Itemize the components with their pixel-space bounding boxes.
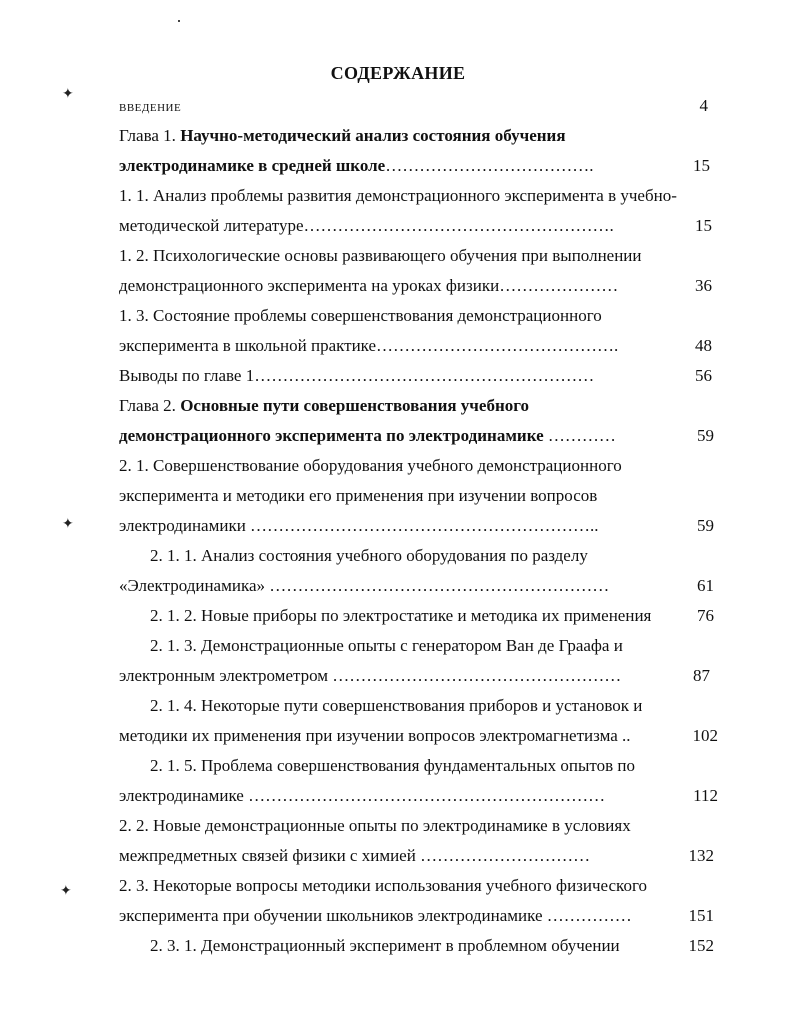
toc-entry-dots: ………… xyxy=(543,426,616,445)
toc-page-number: 36 xyxy=(695,276,712,295)
toc-page-number: 59 xyxy=(697,426,714,445)
toc-page-number: 48 xyxy=(695,336,712,355)
toc-entry-chapter-1-cont xyxy=(119,156,593,176)
toc-entry-text: эксперимента и методики его применения при изучении вопросов xyxy=(119,486,598,505)
toc-entry-chapter-2 xyxy=(119,396,529,416)
toc-entry-bold: демонстрационного эксперимента по электродинамике xyxy=(119,426,544,445)
toc-entry-text: Выводы по главе 1…………………………………………………… xyxy=(119,366,595,385)
toc-entry-chapter-1 xyxy=(119,126,566,146)
toc-page-number: 15 xyxy=(695,216,712,235)
toc-entry-text: 1. 3. Состояние проблемы совершенствования демонстрационного xyxy=(119,306,602,325)
toc-entry-text: 1. 1. Анализ проблемы развития демонстрационного эксперимента в учебно- xyxy=(119,186,677,205)
toc-entry-bold: Научно-методический анализ состояния обучения xyxy=(180,126,566,145)
toc-entry-text: 2. 2. Новые демонстрационные опыты по электродинамике в условиях xyxy=(119,816,631,835)
toc-page-number: 76 xyxy=(697,606,714,625)
toc-entry-bold: электродинамике в средней школе xyxy=(119,156,386,175)
toc-page-number: 152 xyxy=(688,936,714,955)
toc-page-number: 59 xyxy=(697,516,714,535)
toc-entry-text: 2. 3. Некоторые вопросы методики использования учебного физического xyxy=(119,876,647,895)
toc-entry-text: электродинамике ……………………………………………………… xyxy=(119,786,606,805)
margin-mark: ✦ xyxy=(62,517,74,532)
toc-page-number: 56 xyxy=(695,366,712,385)
toc-entry-text: эксперимента при обучении школьников электродинамике …………… xyxy=(119,906,632,925)
page-title: СОДЕРЖАНИЕ xyxy=(330,63,466,83)
toc-entry-text: 2. 1. 3. Демонстрационные опыты с генератором Ван де Граафа и xyxy=(150,636,623,655)
toc-entry-text: методики их применения при изучении вопросов электромагнетизма .. xyxy=(119,726,631,745)
toc-entry-text: 2. 1. 2. Новые приборы по электростатике и методика их применения xyxy=(150,606,652,625)
scan-speck xyxy=(178,20,180,22)
toc-entry-text: методической литературе………………………………………………. xyxy=(119,216,614,235)
toc-entry-text: 2. 1. Совершенствование оборудования учебного демонстрационного xyxy=(119,456,622,475)
margin-mark: ✦ xyxy=(60,884,72,899)
toc-page-number: 151 xyxy=(688,906,714,925)
toc-entry-text: 1. 2. Психологические основы развивающего обучения при выполнении xyxy=(119,246,642,265)
toc-entry-text: 2. 3. 1. Демонстрационный эксперимент в проблемном обучении xyxy=(150,936,620,955)
toc-page-number: 102 xyxy=(692,726,718,745)
toc-entry-text: межпредметных связей физики с химией ………………………… xyxy=(119,846,591,865)
toc-entry-text: «Электродинамика» …………………………………………………… xyxy=(119,576,610,595)
toc-page-number: 61 xyxy=(697,576,714,595)
toc-entry-text: 2. 1. 5. Проблема совершенствования фундаментальных опытов по xyxy=(150,756,635,775)
toc-entry-prefix: Глава 1. xyxy=(119,126,181,145)
toc-entry-text: электронным электрометром …………………………………………… xyxy=(119,666,622,685)
toc-entry-text: ВВЕДЕНИЕ xyxy=(119,102,182,114)
toc-page-number: 132 xyxy=(688,846,714,865)
toc-entry-text: демонстрационного эксперимента на уроках физики………………… xyxy=(119,276,619,295)
toc-entry-chapter-2-cont xyxy=(119,426,616,446)
toc-entry-bold: Основные пути совершенствования учебного xyxy=(180,396,530,415)
toc-entry-dots: ………………………………. xyxy=(385,156,594,175)
toc-entry-text: электродинамики …………………………………………………….. xyxy=(119,516,599,535)
toc-page-number: 4 xyxy=(699,96,708,115)
toc-entry-prefix: Глава 2. xyxy=(119,396,181,415)
toc-page-number: 15 xyxy=(693,156,710,175)
toc-page-number: 87 xyxy=(693,666,710,685)
toc-page-number: 112 xyxy=(693,786,718,805)
toc-entry-text: 2. 1. 4. Некоторые пути совершенствования приборов и установок и xyxy=(150,696,643,715)
margin-mark: ✦ xyxy=(62,87,74,102)
toc-entry-text: 2. 1. 1. Анализ состояния учебного оборудования по разделу xyxy=(150,546,588,565)
toc-entry-text: эксперимента в школьной практике……………………………………. xyxy=(119,336,619,355)
